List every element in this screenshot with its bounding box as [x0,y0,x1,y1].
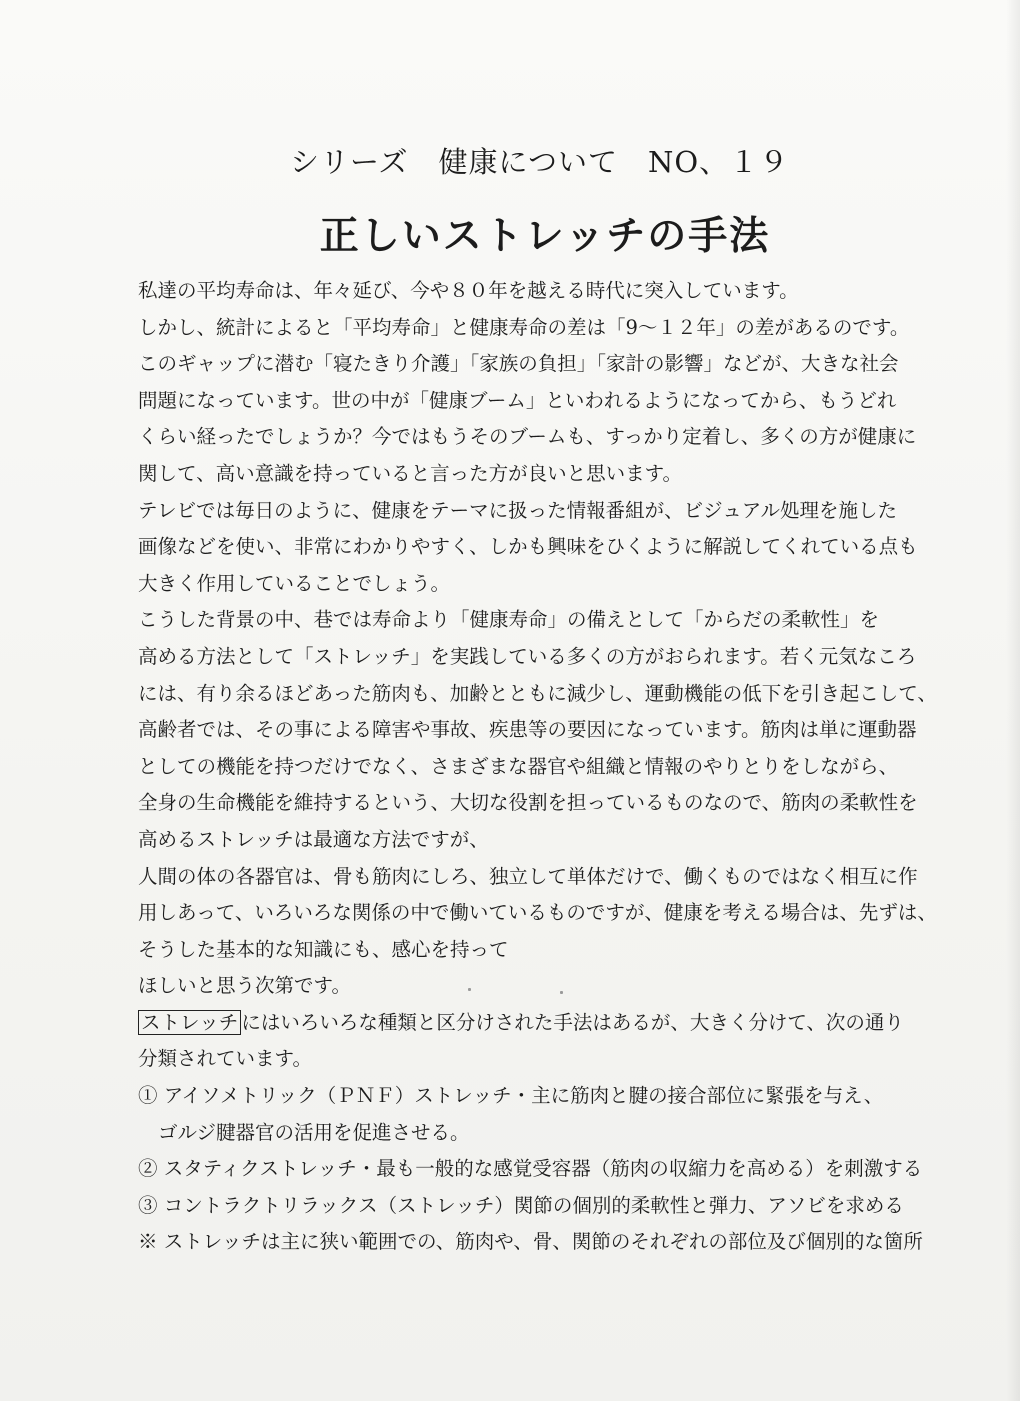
paragraph-line: 分類されています。 [138,1047,312,1071]
paragraph-line: こうした背景の中、巷では寿命より「健康寿命」の備えとして「からだの柔軟性」を [138,608,880,632]
paragraph-line: このギャップに潜む「寝たきり介護」「家族の負担」「家計の影響」などが、大きな社会 [138,352,899,376]
paragraph-line: 大きく作用していることでしょう。 [138,571,451,595]
paragraph-line: 画像などを使い、非常にわかりやすく、しかも興味をひくように解説してくれている点も [138,535,918,559]
series-title: シリーズ 健康について NO、１９ [290,145,790,179]
paragraph-line: 用しあって、いろいろな関係の中で働いているものですが、健康を考える場合は、先ずは、 [138,901,937,925]
paragraph-line: くらい経ったでしょうか？今ではもうそのブームも、すっかり定着し、多くの方が健康に [138,425,917,449]
boxed-line [138,1005,950,1042]
paragraph-line: 問題になっています。世の中が「健康ブーム」といわれるようになってから、もうどれ [138,388,897,412]
paragraph-line: 人間の体の各器官は、骨も筋肉にしろ、独立して単体だけで、働くものではなく相互に作 [138,864,918,888]
paragraph-line: には、有り余るほどあった筋肉も、加齢とともに減少し、運動機能の低下を引き起こして、 [138,681,937,705]
body-text [138,273,950,1261]
paragraph-line: 関して、高い意識を持っていると言った方が良いと思います。 [138,461,683,485]
paragraph-line: テレビでは毎日のように、健康をテーマに扱った情報番組が、ビジュアル処理を施した [138,498,897,522]
list-item-1-continuation: ゴルジ腱器官の活用を促進させる。 [158,1120,470,1144]
paragraph-line: ほしいと思う次第です。 [138,974,351,998]
paper-speck [560,991,563,994]
paragraph-line: 高めるストレッチは最適な方法ですが、 [138,827,489,851]
paragraph-line: 私達の平均寿命は、年々延び、今や８０年を越える時代に突入しています。 [138,279,799,302]
paper-speck [468,988,471,991]
note-line: ※ ストレッチは主に狭い範囲での、筋肉や、骨、関節のそれぞれの部位及び個別的な箇所 [138,1230,923,1254]
main-title: 正しいストレッチの手法 [319,213,771,259]
boxed-term: ストレッチ [138,1010,241,1035]
boxed-line-rest: にはいろいろな種類と区分けされた手法はあるが、大きく分けて、次の通り [241,1010,904,1034]
paragraph-line: 全身の生命機能を維持するという、大切な役割を担っているものなので、筋肉の柔軟性を [138,791,918,815]
paragraph-line: 高める方法として「ストレッチ」を実践している多くの方がおられます。若く元気なころ [138,644,917,668]
list-item-1: ① アイソメトリック（ＰＮＦ）ストレッチ・主に筋肉と腱の接合部位に緊張を与え、 [138,1084,884,1108]
paragraph-line: 高齢者では、その事による障害や事故、疾患等の要因になっています。筋肉は単に運動器 [138,718,917,742]
paragraph-line: そうした基本的な知識にも、感心を持って [138,937,509,961]
paragraph-line: しかし、統計によると「平均寿命」と健康寿命の差は「9～１２年」の差があるのです。 [138,315,910,339]
list-item-2: ② スタティクストレッチ・最も一般的な感覚受容器（筋肉の収縮力を高める）を刺激する [138,1157,923,1181]
paragraph-line: としての機能を持つだけでなく、さまざまな器官や組織と情報のやりとりをしながら、 [138,754,899,778]
list-item-3: ③ コントラクトリラックス（ストレッチ）関節の個別的柔軟性と弾力、アソビを求める [138,1193,904,1217]
